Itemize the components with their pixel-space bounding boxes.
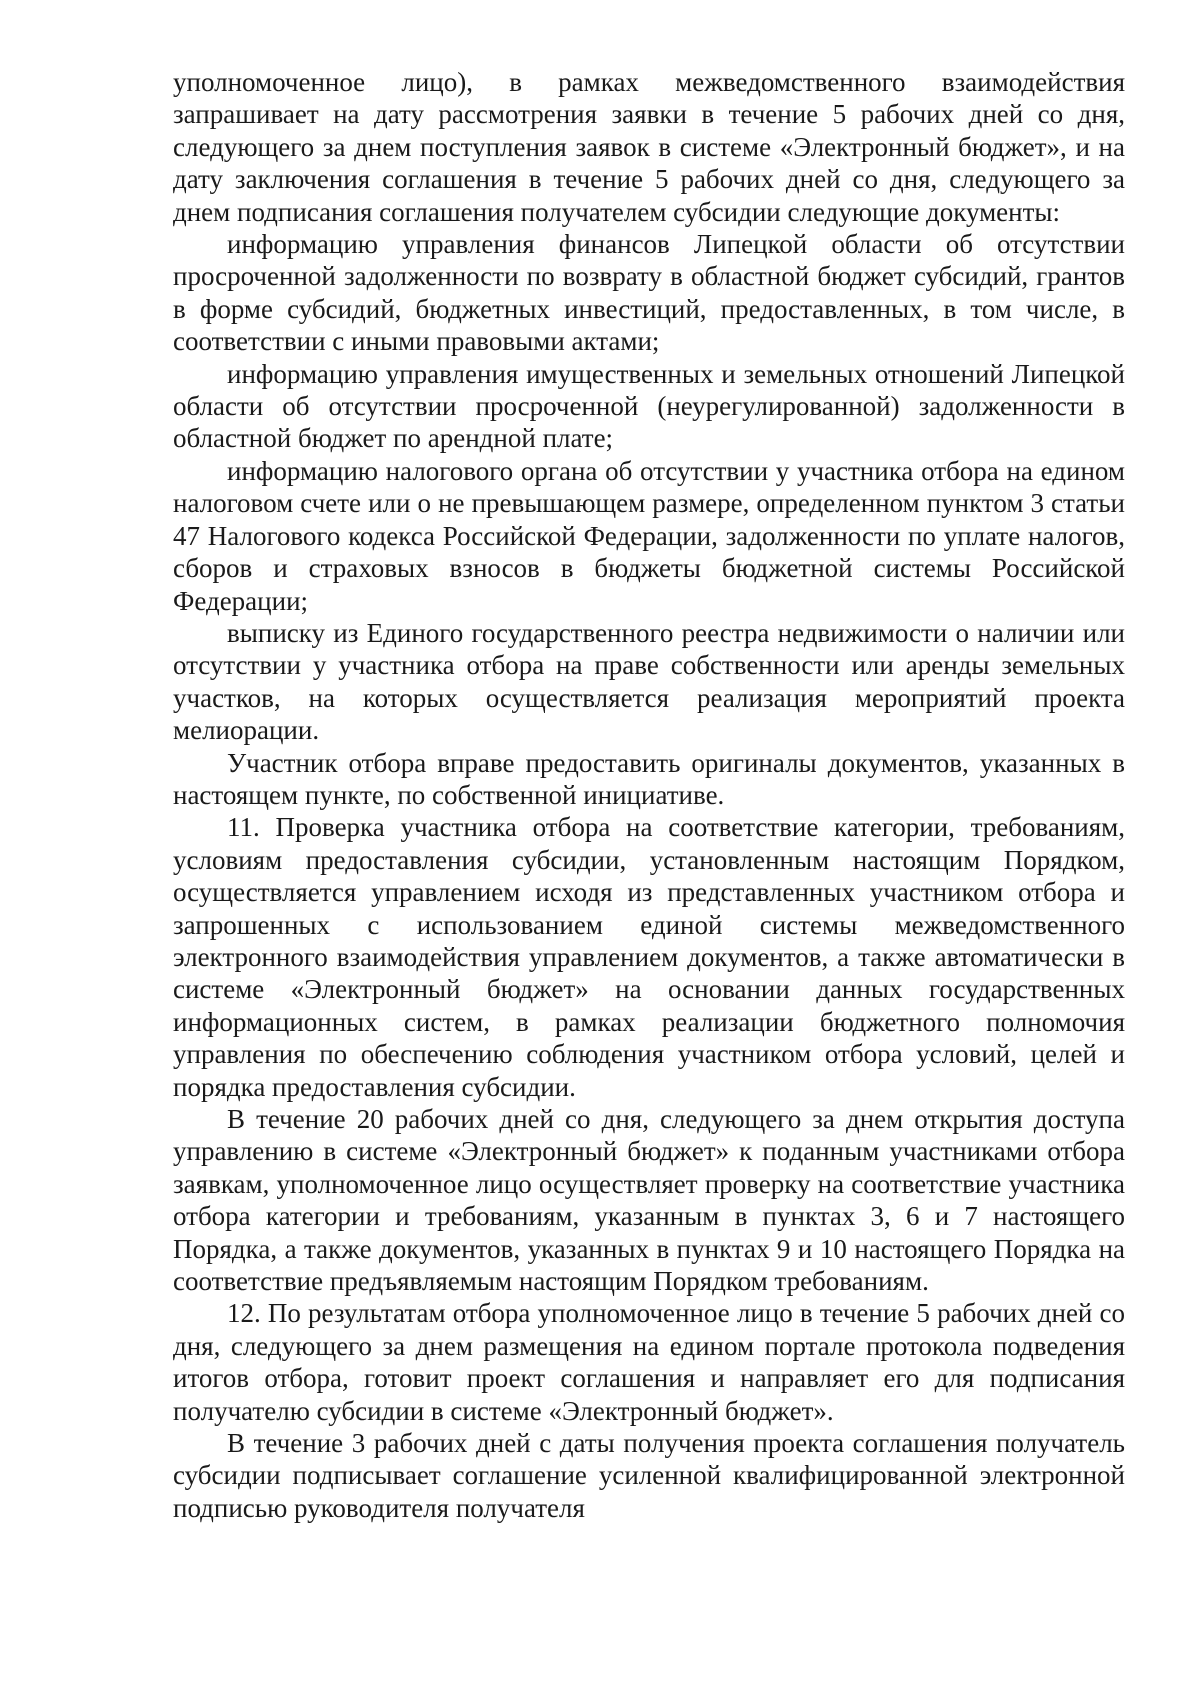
paragraph-3-days-signing: В течение 3 рабочих дней с даты получения проекта соглашения получатель субсидии подписывает соглашение усиленной квалифицированной электронной подписью руководителя получателя — [173, 1428, 1125, 1523]
paragraph-property-info: информацию управления имущественных и земельных отношений Липецкой области об отсутствии просроченной (неурегулированной) задолженности в областной бюджет по арендной плате; — [173, 358, 1125, 454]
paragraph-originals: Участник отбора вправе предоставить оригиналы документов, указанных в настоящем пункте, по собственной инициативе. — [173, 747, 1125, 810]
paragraph-finance-info: информацию управления финансов Липецкой области об отсутствии просроченной задолженности по возврату в областной бюджет субсидий, грантов в форме субсидий, бюджетных инвестиций, предоставленных, в том числе, в соответствии с иными правовыми актами; — [173, 229, 1125, 357]
paragraph-continuation: уполномоченное лицо), в рамках межведомственного взаимодействия запрашивает на дату рассмотрения заявки в течение 5 рабочих дней со дня, следующего за днем поступления заявок в системе «Электронный бюджет», и на дату заключения соглашения в течение 5 рабочих дней со дня, следующего за днем подписания соглашения получателем субсидии следующие документы: — [173, 67, 1125, 227]
paragraph-20-days-check: В течение 20 рабочих дней со дня, следующего за днем открытия доступа управлению в системе «Электронный бюджет» к поданным участниками отбора заявкам, уполномоченное лицо осуществляет проверку на соответствие участника отбора категории и требованиям, указанным в пунктах 3, 6 и 7 настоящего Порядка, а также документов, указанных в пунктах 9 и 10 настоящего Порядка на соответствие предъявляемым настоящим Порядком требованиям. — [173, 1104, 1125, 1297]
paragraph-item-11: 11. Проверка участника отбора на соответствие категории, требованиям, условиям предоставления субсидии, установленным настоящим Порядком, осуществляется управлением исходя из представленных участником отбора и запрошенных с использованием единой системы межведомственного электронного взаимодействия управлением документов, а также автоматически в системе «Электронный бюджет» на основании данных государственных информационных систем, в рамках реализации бюджетного полномочия управления по обеспечению соблюдения участником отбора условий, целей и порядка предоставления субсидии. — [173, 812, 1125, 1102]
paragraph-registry-extract: выписку из Единого государственного реестра недвижимости о наличии или отсутствии у участника отбора на праве собственности или аренды земельных участков, на которых осуществляется реализация мероприятий проекта мелиорации. — [173, 617, 1125, 746]
paragraph-item-12: 12. По результатам отбора уполномоченное лицо в течение 5 рабочих дней со дня, следующего за днем размещения на едином портале протокола подведения итогов отбора, готовит проект соглашения и направляет его для подписания получателю субсидии в системе «Электронный бюджет». — [173, 1298, 1125, 1426]
document-body — [173, 66, 1125, 1524]
paragraph-tax-info: информацию налогового органа об отсутствии у участника отбора на едином налоговом счете или о не превышающем размере, определенном пунктом 3 статьи 47 Налогового кодекса Российской Федерации, задолженности по уплате налогов, сборов и страховых взносов в бюджеты бюджетной системы Российской Федерации; — [173, 455, 1125, 616]
